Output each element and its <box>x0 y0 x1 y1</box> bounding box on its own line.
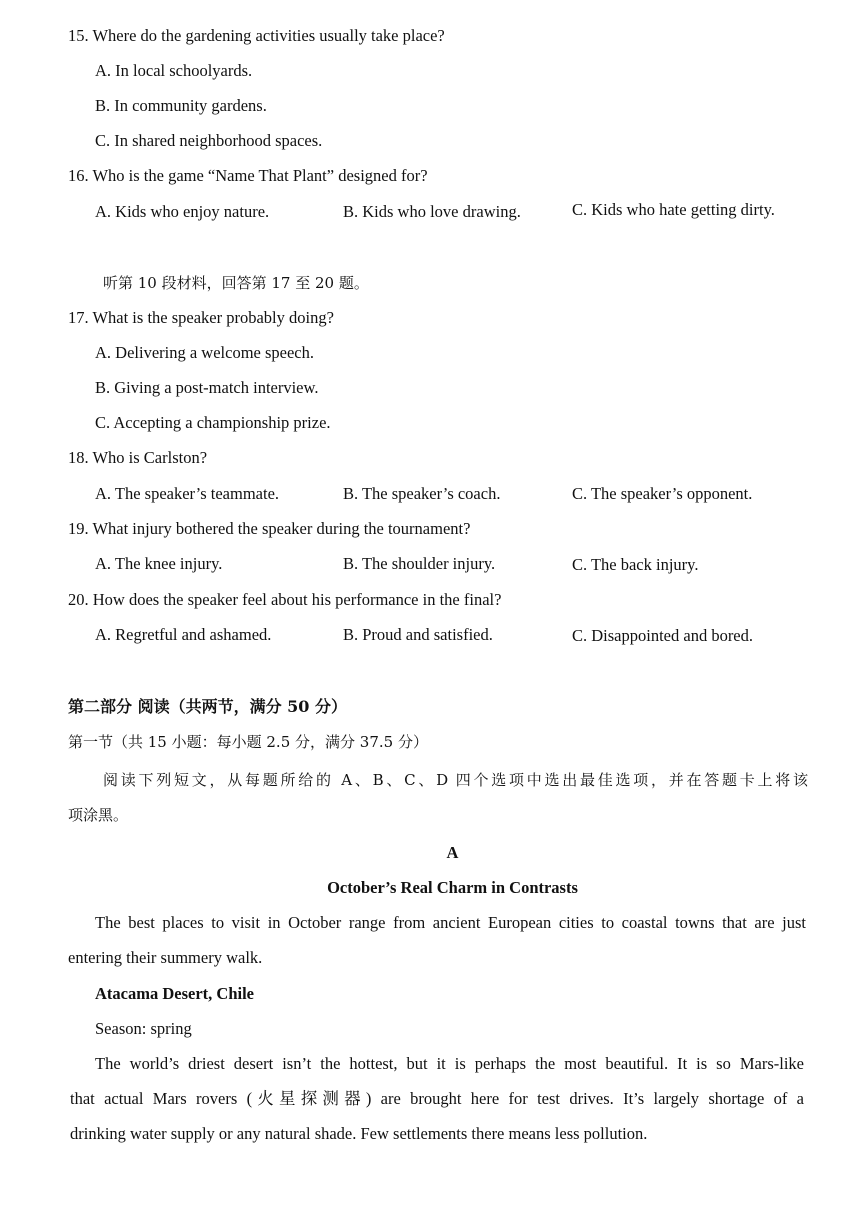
q16-option-b: B. Kids who love drawing. <box>343 202 521 221</box>
q19-option-b: B. The shoulder injury. <box>343 554 496 573</box>
q18-option-c: C. The speaker’s opponent. <box>572 484 753 503</box>
place-heading: Atacama Desert, Chile <box>95 984 254 1003</box>
question-20: 20. How does the speaker feel about his performance in the final? <box>68 590 502 609</box>
reading-instruction-line-1: 阅读下列短文，从每题所给的 A、B、C、D 四个选项中选出最佳选项，并在答题卡上将该 <box>103 771 808 789</box>
passage-letter: A <box>446 843 459 862</box>
paragraph-line-1: The world’s driest desert isn’t the hottest, but it is perhaps the most beautiful. It is so Mars-like <box>95 1054 804 1073</box>
intro-line-2: entering their summery walk. <box>68 948 263 967</box>
question-16: 16. Who is the game “Name That Plant” designed for? <box>68 166 428 185</box>
q17-option-c: C. Accepting a championship prize. <box>95 413 331 432</box>
season-label: Season: spring <box>95 1019 192 1038</box>
q18-option-b: B. The speaker’s coach. <box>343 484 501 503</box>
q18-option-a: A. The speaker’s teammate. <box>95 484 280 503</box>
q17-option-a: A. Delivering a welcome speech. <box>95 343 314 362</box>
section-10-instruction: 听第 10 段材料，回答第 17 至 20 题。 <box>103 274 369 292</box>
question-18: 18. Who is Carlston? <box>68 448 208 467</box>
q15-option-a: A. In local schoolyards. <box>95 61 253 80</box>
q15-option-b: B. In community gardens. <box>95 96 267 115</box>
question-19: 19. What injury bothered the speaker during the tournament? <box>68 519 471 538</box>
section-one-title: 第一节（共 15 小题：每小题 2.5 分，满分 37.5 分） <box>68 733 428 751</box>
intro-line-1: The best places to visit in October range from ancient European cities to coastal towns that are just <box>95 913 806 932</box>
q15-option-c: C. In shared neighborhood spaces. <box>95 131 323 150</box>
passage-title: October’s Real Charm in Contrasts <box>327 878 578 897</box>
question-17: 17. What is the speaker probably doing? <box>68 308 334 327</box>
reading-instruction-line-2: 项涂黑。 <box>68 806 129 824</box>
q16-option-a: A. Kids who enjoy nature. <box>95 202 270 221</box>
question-15: 15. Where do the gardening activities usually take place? <box>68 26 445 45</box>
part-two-title: 第二部分 阅读（共两节，满分 50 分） <box>68 697 347 716</box>
q17-option-b: B. Giving a post-match interview. <box>95 378 319 397</box>
paragraph-line-2: that actual Mars rovers (火星探测器) are brought here for test drives. It’s largely shortage of a <box>70 1089 804 1108</box>
q19-option-a: A. The knee injury. <box>95 554 223 573</box>
q20-option-a: A. Regretful and ashamed. <box>95 625 272 644</box>
q19-option-c: C. The back injury. <box>572 555 699 574</box>
paragraph-line-3: drinking water supply or any natural shade. Few settlements there means less pollution. <box>70 1124 648 1143</box>
q20-option-b: B. Proud and satisfied. <box>343 625 493 644</box>
q20-option-c: C. Disappointed and bored. <box>572 626 754 645</box>
q16-option-c: C. Kids who hate getting dirty. <box>572 200 775 219</box>
